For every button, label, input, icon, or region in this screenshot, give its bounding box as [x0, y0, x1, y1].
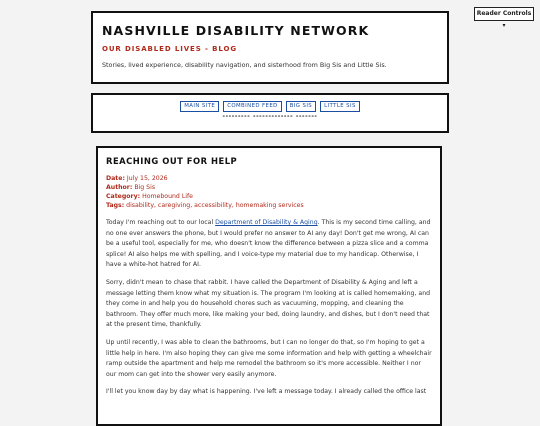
- site-header: [91, 11, 449, 84]
- post-author: Author: Big Sis: [106, 184, 156, 191]
- site-description: Stories, lived experience, disability navigation, and sisterhood from Big Sis and Little Sis.: [102, 61, 387, 69]
- post-paragraph: I'll let you know day by day what is happening. I've left a message today. I already called the office last: [106, 388, 427, 396]
- reader-controls-button[interactable]: Reader Controls ▾: [474, 7, 534, 21]
- nav-links: [93, 101, 447, 112]
- nav-big-sis[interactable]: BIG SIS: [286, 101, 316, 112]
- site-nav: [91, 93, 449, 133]
- site-title: NASHVILLE DISABILITY NETWORK: [102, 23, 370, 38]
- nav-divider: --------- ------------- -------: [222, 113, 318, 120]
- post-category: Category: Homebound Life: [106, 193, 193, 200]
- post-meta: [106, 174, 432, 210]
- post-title: REACHING OUT FOR HELP: [106, 156, 238, 166]
- post-paragraph: Sorry, didn't mean to chase that rabbit. I have called the Department of Disability & Aging and left a message letting them know what my situation is. The program I'm looking at is called homemaking, and they come in and help you do household chores such as vacuuming, mopping, and cleaning the bathroom. They offer much more, like making your bed, doing laundry, and dishes, but I don't need that at the present time, thankfully.: [106, 278, 431, 329]
- nav-main-site[interactable]: MAIN SITE: [180, 101, 219, 112]
- post-paragraph: Today I'm reaching out to our local Department of Disability & Aging. This is my second time calling, and no one ever answers the phone, but I would prefer no answer to AI any day! Don't get me wrong, AI can be a useful tool, especially for me, who doesn't know the difference between a pizza slice and a comma splice! AI also helps me with spelling, and I voice-type my material due to my handicap. Otherwise, I have a white-hot hatred for AI.: [106, 219, 431, 269]
- nav-combined-feed[interactable]: COMBINED FEED: [223, 101, 282, 112]
- department-link[interactable]: Department of Disability & Aging: [215, 219, 318, 226]
- post-tags: Tags: disability, caregiving, accessibility, homemaking services: [106, 202, 304, 209]
- blog-post: [96, 146, 442, 426]
- post-body: [106, 218, 432, 398]
- post-paragraph: Up until recently, I was able to clean the bathrooms, but I can no longer do that, so I'm hoping to get a little help in here. I'm also hoping they can give me some information and help with getting a wheelchair ramp outside the apartment and help me remodel the bathroom so it's more accessible. Neither I nor our mom can get into the shower very easily anymore.: [106, 338, 432, 378]
- nav-little-sis[interactable]: LITTLE SIS: [320, 101, 360, 112]
- site-subtitle: OUR DISABLED LIVES - BLOG: [102, 45, 237, 53]
- post-date: Date: July 15, 2026: [106, 175, 168, 182]
